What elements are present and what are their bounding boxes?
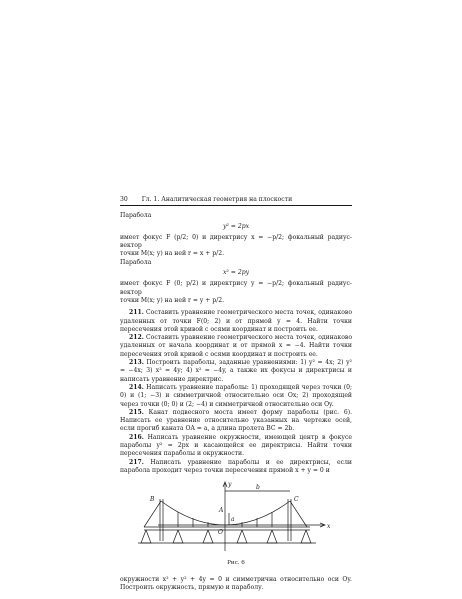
figure-caption: Рис. 6: [227, 560, 245, 567]
problem-214: [120, 384, 352, 409]
problem-text: Написать уравнение параболы: 1) проходящей через точки (0; 0) и (1; −3) и симметричной относительно оси Ox; 2) проходящей через точки (0; 0) и (2; −4) и симметричной относительно оси Oy.: [120, 383, 352, 408]
problem-217-continuation: окружности x² + y² + 4y = 0 и симметрична относительно оси Oy. Построить окружность, прямую и параболу.: [120, 575, 352, 591]
problem-number: 216.: [129, 433, 144, 441]
intro-label-2: Парабола: [120, 258, 152, 266]
problem-217: [120, 459, 352, 476]
intro-text-2a: имеет фокус F (0; p/2) и директрису y = −p/2; фокальный радиус-вектор: [120, 280, 352, 296]
label-y: y: [228, 481, 232, 489]
suspension-bridge-diagram: [138, 479, 338, 557]
problem-211: [120, 309, 352, 334]
problem-216: [120, 434, 352, 459]
problem-text: Канат подвесного моста имеет форму параболы (рис. 6). Написать ее уравнение относительно указанных на чертеже осей, если прогиб каната OA = a, а длина пролета BC = 2b.: [120, 408, 353, 433]
problem-213: [120, 359, 352, 384]
label-B: B: [150, 496, 155, 504]
problem-number: 211.: [129, 309, 144, 317]
label-x: x: [327, 523, 331, 531]
cable-parabola: [161, 501, 290, 525]
problem-number: 212.: [129, 334, 144, 342]
problem-215: [120, 409, 352, 434]
problem-text: Составить уравнение геометрического места точек, одинаково удаленных от начала координат и от прямой x = −4. Найти точки пересечения этой кривой с осями координат и построить ее.: [120, 334, 352, 358]
problem-text: Составить уравнение геометрического места точек, одинаково удаленных от точки F(0; 2) и от прямой y = 4. Найти точки пересечения этой кривой с осями координат и построить ее.: [120, 309, 352, 333]
problem-text: Написать уравнение окружности, имеющей центр в фокусе параболы y² = 2px и касающейся ее директрисы. Найти точки пересечения параболы и окружности.: [120, 433, 352, 458]
intro-label-1: Парабола: [120, 212, 152, 220]
problem-number: 215.: [129, 408, 144, 416]
book-page: [120, 196, 352, 592]
intro-text-1b: точки M(x; y) на ней r = x + p/2.: [120, 250, 225, 258]
label-O: O: [218, 529, 223, 537]
figure-6: [120, 479, 352, 559]
problem-text: Написать уравнение параболы и ее директрисы, если парабола проходит через точки пересечения прямой x + y = 0 и: [120, 458, 352, 474]
equation-1: y² = 2px: [222, 222, 250, 230]
label-A: A: [219, 507, 224, 515]
chapter-title: Гл. 1. Аналитическая геометрия на плоскости: [141, 196, 293, 203]
problem-text: Построить параболы, заданные уравнениями: 1) y² = 4x; 2) y² = −4x; 3) x² = 4y; 4) x² = −4y, а также их фокусы и директрисы и написать уравнение директрис.: [120, 359, 353, 383]
problem-number: 213.: [129, 359, 144, 367]
problem-number: 217.: [129, 458, 144, 466]
equation-2: x² = 2py: [222, 269, 250, 277]
running-header: [120, 196, 352, 206]
intro-text-2b: точки M(x; y) на ней r = y + p/2.: [120, 296, 225, 304]
label-C: C: [294, 496, 299, 504]
label-a: a: [231, 516, 235, 524]
problem-number: 214.: [129, 383, 144, 391]
label-b: b: [256, 484, 260, 492]
intro-text-1a: имеет фокус F (p/2; 0) и директрису x = −p/2; фокальный радиус-вектор: [120, 233, 352, 250]
problem-212: [120, 334, 352, 359]
page-number: 30: [120, 196, 128, 203]
